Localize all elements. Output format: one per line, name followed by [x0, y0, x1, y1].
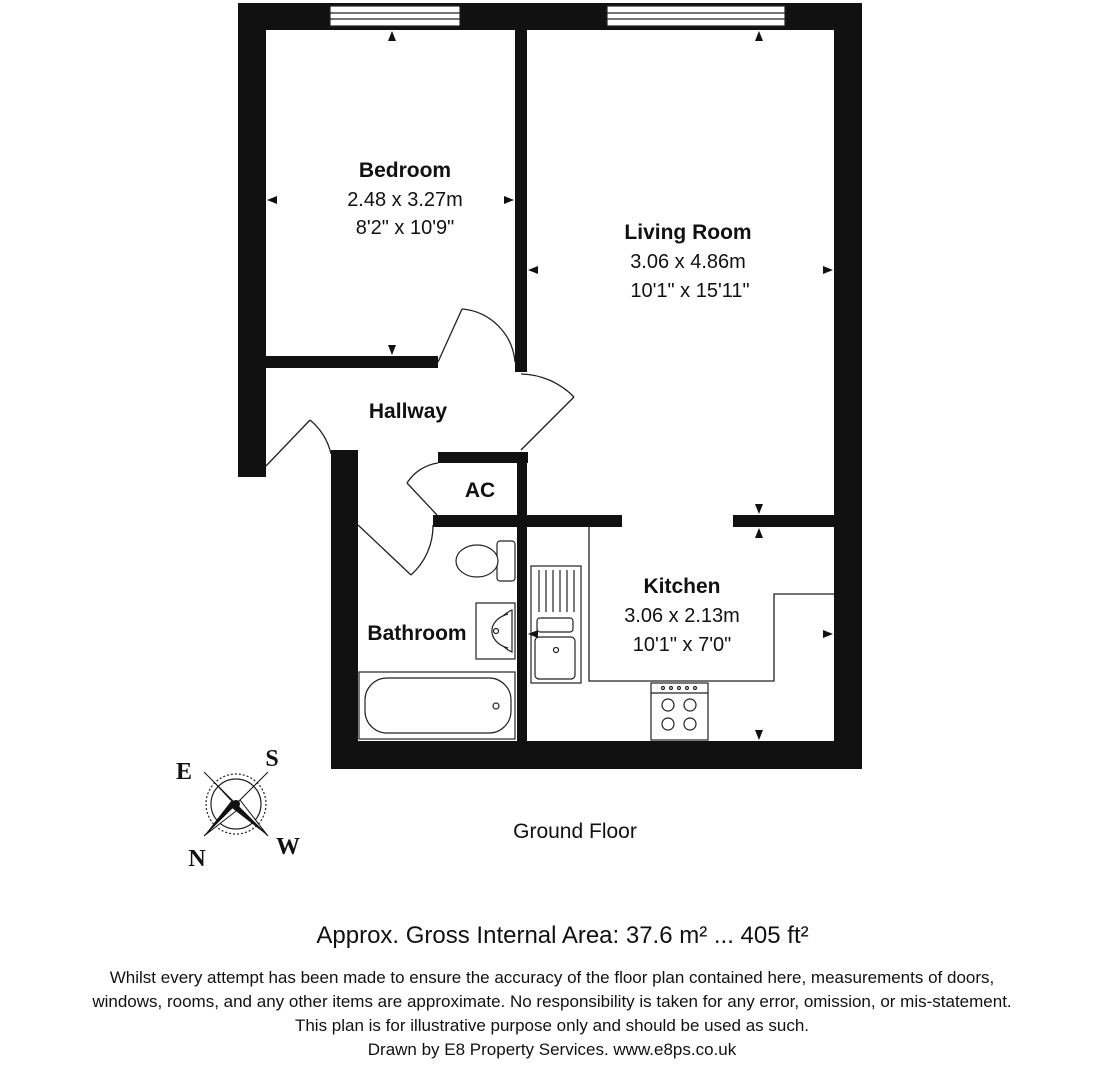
bedroom-name: Bedroom — [358, 159, 452, 182]
kitchen-worktop — [589, 527, 834, 681]
floor-label: Ground Floor — [513, 820, 637, 843]
compass-west: W — [276, 834, 300, 860]
kitchen-imperial: 10'1" x 7'0" — [632, 634, 732, 656]
bathroom-name: Bathroom — [367, 622, 467, 645]
disclaimer — [0, 966, 1104, 1062]
cooker-icon — [651, 683, 708, 740]
disclaimer-credit: Drawn by E8 Property Services. www.e8ps.co.uk — [367, 1040, 737, 1059]
left-wall — [238, 3, 266, 477]
arrow-up-icon — [755, 528, 763, 538]
arrow-right-icon — [823, 266, 833, 274]
front-door — [266, 420, 331, 466]
bedroom-bottom-wall — [266, 356, 438, 368]
right-wall — [834, 3, 862, 769]
disclaimer-line: Whilst every attempt has been made to ensure the accuracy of the floor plan contained here, measurements of doors, — [109, 968, 995, 987]
ac-door — [407, 463, 438, 515]
kitchen-top-wall-right — [733, 515, 834, 527]
arrow-up-icon — [388, 31, 396, 41]
basin-icon — [476, 603, 515, 659]
bathroom-door — [358, 525, 433, 575]
living-room-imperial: 10'1" x 15'11" — [630, 280, 750, 302]
disclaimer-line: This plan is for illustrative purpose only and should be used as such. — [294, 1016, 810, 1035]
arrow-down-icon — [388, 345, 396, 355]
compass-south: S — [265, 746, 279, 772]
compass-east: E — [175, 759, 193, 785]
gross-internal-area: Approx. Gross Internal Area: 37.6 m² ... 405 ft² — [316, 922, 809, 949]
arrow-right-icon — [504, 196, 514, 204]
bathroom-right-wall — [517, 452, 527, 741]
disclaimer-line: windows, rooms, and any other items are approximate. No responsibility is taken for any error, omission, or mis-statement. — [92, 992, 1012, 1011]
kitchen-top-wall-left — [433, 515, 622, 527]
living-room-name: Living Room — [624, 221, 752, 244]
kitchen-name: Kitchen — [643, 575, 721, 598]
arrow-down-icon — [755, 730, 763, 740]
arrow-down-icon — [755, 504, 763, 514]
compass-north: N — [188, 846, 206, 872]
compass-rose-icon — [176, 746, 300, 872]
arrow-right-icon — [823, 630, 833, 638]
bedroom-living-partition — [515, 30, 527, 372]
ac-top-wall — [438, 452, 528, 463]
bedroom-window — [330, 6, 460, 26]
kitchen-metric: 3.06 x 2.13m — [624, 605, 740, 627]
bath-icon — [359, 672, 515, 739]
bottom-wall — [331, 741, 862, 769]
living-door — [521, 374, 574, 450]
arrow-left-icon — [528, 266, 538, 274]
living-room-metric: 3.06 x 4.86m — [630, 251, 746, 273]
bedroom-metric: 2.48 x 3.27m — [347, 189, 463, 211]
bathroom-left-wall — [331, 450, 358, 769]
arrow-left-icon — [267, 196, 277, 204]
ac-name: AC — [464, 479, 496, 502]
doors — [266, 309, 574, 575]
hallway-name: Hallway — [368, 400, 448, 423]
bedroom-imperial: 8'2" x 10'9" — [355, 217, 455, 239]
arrow-up-icon — [755, 31, 763, 41]
sink-icon — [531, 566, 581, 683]
toilet-icon — [456, 541, 515, 581]
living-window — [607, 6, 785, 26]
bedroom-door — [438, 309, 515, 362]
